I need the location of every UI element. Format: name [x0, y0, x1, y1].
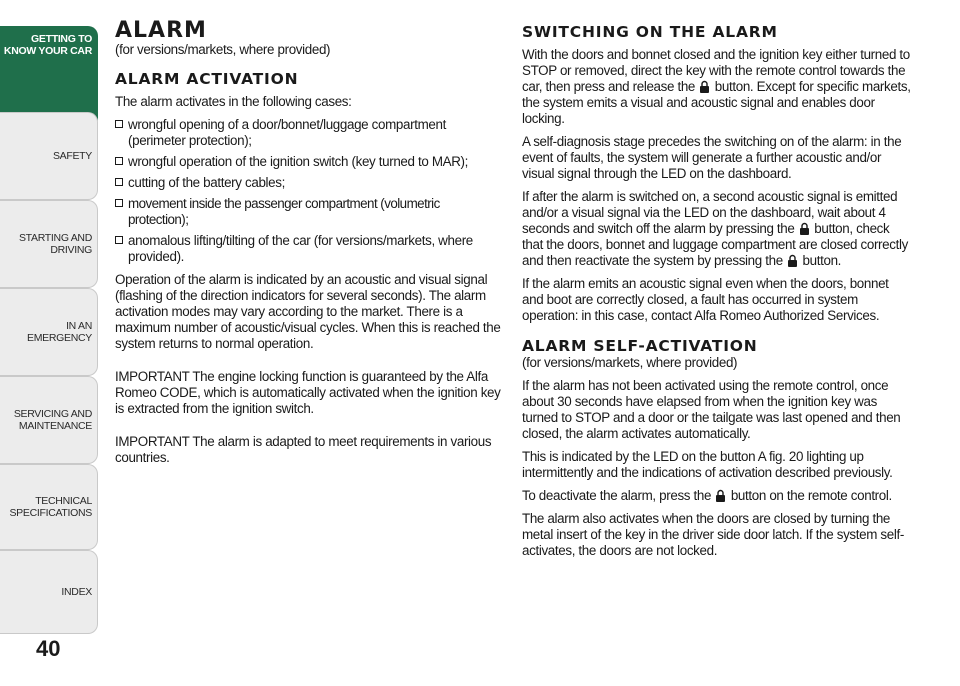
important-note-countries: IMPORTANT The alarm is adapted to meet requirements in various countries. [115, 434, 492, 465]
tab-servicing-and-maintenance[interactable] [0, 376, 98, 464]
tab-label: TECHNICAL SPECIFICATIONS [9, 495, 92, 519]
operation-paragraph: Operation of the alarm is indicated by an acoustic and visual signal (flashing of the direction indicators for several seconds). The alarm activation modes may vary according to the market. There is a maximum number of acoustic/visual cycles. When this is reached the system returns to normal operation. [115, 272, 501, 351]
list-item: cutting of the battery cables; [115, 175, 503, 191]
heading-self-activation: ALARM SELF-ACTIVATION [522, 337, 758, 355]
lock-icon [715, 489, 726, 502]
section-subtitle: (for versions/markets, where provided) [115, 42, 331, 57]
activation-intro: The alarm activates in the following cases: [115, 94, 352, 109]
list-item: anomalous lifting/tilting of the car (for versions/markets, where provided). [115, 233, 503, 265]
checkbox-bullet-icon [115, 178, 123, 186]
switching-paragraph-1: With the doors and bonnet closed and the ignition key either turned to STOP or removed, direct the key with the remote control towards the car, then press and release the button. Except for specific markets, the system emits a visual and acoustic signal and enables door locking. [522, 47, 911, 126]
tab-label: IN AN EMERGENCY [27, 320, 92, 344]
self-activation-paragraph-2: This is indicated by the LED on the button A fig. 20 lighting up intermittently and the indications of activation described previously. [522, 449, 893, 480]
list-item: movement inside the passenger compartment (volumetric protection); [115, 196, 503, 228]
self-activation-paragraph-4: The alarm also activates when the doors are closed by turning the metal insert of the key in the driver side door latch. If the system self-activates, the doors are not locked. [522, 511, 904, 558]
tab-label: STARTING AND DRIVING [18, 232, 92, 256]
tab-in-an-emergency[interactable] [0, 288, 98, 376]
heading-switching-on: SWITCHING ON THE ALARM [522, 23, 778, 41]
tab-safety[interactable] [0, 112, 98, 200]
switching-paragraph-4: If the alarm emits an acoustic signal even when the doors, bonnet and boot are correctly closed, a fault has occurred in system operation: in this case, contact Alfa Romeo Authorized Services. [522, 276, 889, 323]
list-item: wrongful operation of the ignition switch (key turned to MAR); [115, 154, 503, 170]
tab-label: SERVICING AND MAINTENANCE [13, 408, 92, 432]
checkbox-bullet-icon [115, 236, 123, 244]
page-number: 40 [36, 636, 61, 661]
list-item: wrongful opening of a door/bonnet/luggage compartment (perimeter protection); [115, 117, 503, 149]
tab-technical-specifications[interactable] [0, 464, 98, 550]
right-column [522, 20, 912, 566]
tab-index[interactable] [0, 550, 98, 634]
important-note-code: IMPORTANT The engine locking function is guaranteed by the Alfa Romeo CODE, which is automatically activated when the ignition key is extracted from the ignition switch. [115, 369, 501, 416]
lock-icon [787, 254, 798, 267]
tab-starting-and-driving[interactable] [0, 200, 98, 288]
self-activation-subtitle: (for versions/markets, where provided) [522, 355, 738, 370]
tab-label: GETTING TO KNOW YOUR CAR [3, 33, 92, 57]
heading-alarm-activation: ALARM ACTIVATION [115, 70, 299, 88]
tab-label: SAFETY [52, 150, 92, 162]
self-activation-paragraph-3: To deactivate the alarm, press the button on the remote control. [522, 488, 892, 503]
checkbox-bullet-icon [115, 157, 123, 165]
activation-cases-list [115, 117, 503, 265]
self-activation-paragraph-1: If the alarm has not been activated using the remote control, once about 30 seconds have elapsed from when the ignition key was turned to STOP and a door or the tailgate was last opened and then closed, the alarm activates automatically. [522, 378, 901, 441]
switching-paragraph-2: A self-diagnosis stage precedes the switching on of the alarm: in the event of faults, the system will generate a further acoustic and/or visual signal through the LED on the dashboard. [522, 134, 902, 181]
left-column [115, 20, 503, 473]
tab-label: INDEX [61, 586, 92, 598]
lock-icon [699, 80, 710, 93]
switching-paragraph-3: If after the alarm is switched on, a second acoustic signal is emitted and/or a visual signal via the LED on the dashboard, wait about 4 seconds and switch off the alarm by pressing the button, check that the doors, bonnet and luggage compartment are closed correctly and then reactivate the system by pressing the button. [522, 189, 908, 268]
lock-icon [799, 222, 810, 235]
section-title-alarm: ALARM [115, 18, 207, 43]
checkbox-bullet-icon [115, 199, 123, 207]
checkbox-bullet-icon [115, 120, 123, 128]
